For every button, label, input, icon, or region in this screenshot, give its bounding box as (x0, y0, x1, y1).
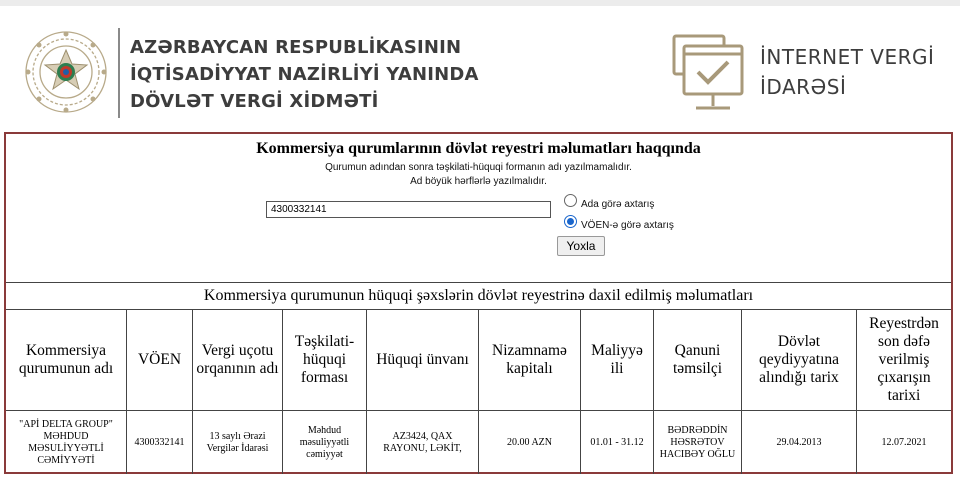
search-by-voen-radio[interactable] (564, 215, 577, 228)
search-by-name-radio[interactable] (564, 194, 577, 207)
search-by-voen-label: VÖEN-ə görə axtarış (581, 220, 674, 231)
computer-check-icon (670, 32, 746, 114)
header-legal-address: Hüquqi ünvanı (367, 310, 479, 410)
org-line-3: DÖVLƏT VERGİ XİDMƏTİ (130, 91, 379, 112)
cell-fiscal-year: 01.01 - 31.12 (581, 411, 654, 474)
cell-company-name: "APİ DELTA GROUP" MƏHDUD MƏSULİYYƏTLİ CƏMİYYƏTİ (6, 411, 127, 474)
cell-registration-date: 29.04.2013 (742, 411, 857, 474)
org-line-1: AZƏRBAYCAN RESPUBLİKASININ (130, 37, 462, 58)
header-fiscal-year: Maliyyə ili (581, 310, 654, 410)
registry-panel (4, 132, 953, 474)
header-tax-office: Vergi uçotu orqanının adı (193, 310, 283, 410)
cell-legal-form: Məhdud məsuliyyətli cəmiyyət (283, 411, 367, 474)
check-button[interactable]: Yoxla (557, 236, 605, 256)
cell-legal-representative: BƏDRƏDDİN HƏSRƏTOV HACIBƏY OĞLU (654, 411, 742, 474)
table-header-row (6, 310, 951, 411)
cell-extract-date: 12.07.2021 (881, 436, 927, 448)
table-row (6, 411, 951, 474)
results-title: Kommersiya qurumunun hüquqi şəxslərin dövlət reyestrinə daxil edilmiş məlumatları (6, 283, 951, 310)
cell-tax-office: 13 saylı Ərazi Vergilər İdarəsi (193, 411, 283, 474)
cell-voen: 4300332141 (127, 411, 193, 474)
portal-line-1: İNTERNET VERGİ (760, 45, 935, 69)
header-registration-date: Dövlət qeydiyyatına alındığı tarix (742, 310, 857, 410)
state-emblem-icon (22, 28, 110, 116)
header-extract-date: Reyestrdən son dəfə verilmiş çıxarışın tarixi (869, 315, 939, 404)
cell-legal-address: AZ3424, QAX RAYONU, LƏKİT, (367, 411, 479, 474)
search-note-1: Qurumun adından sonra təşkilati-hüquqi formanın adı yazılmamalıdır. (325, 162, 632, 173)
portal-name (760, 42, 934, 102)
search-title: Kommersiya qurumlarının dövlət reyestri məlumatları haqqında (256, 140, 701, 157)
portal-line-2: İDARƏSİ (760, 75, 847, 99)
header-divider (118, 28, 120, 118)
search-by-name-label: Ada görə axtarış (581, 199, 655, 210)
header-charter-capital: Nizamnamə kapitalı (479, 310, 581, 410)
organization-name (130, 34, 479, 115)
site-header (0, 6, 960, 130)
search-section (6, 134, 951, 283)
org-line-2: İQTİSADİYYAT NAZİRLİYİ YANINDA (130, 64, 479, 85)
header-legal-representative: Qanuni təmsilçi (654, 310, 742, 410)
header-voen: VÖEN (127, 310, 193, 410)
cell-charter-capital: 20.00 AZN (479, 411, 581, 474)
header-company-name: Kommersiya qurumunun adı (6, 310, 127, 410)
search-input[interactable]: 4300332141 (266, 201, 551, 218)
search-note-2: Ad böyük hərflərlə yazılmalıdır. (410, 176, 547, 187)
header-legal-form: Təşkilati-hüquqi forması (283, 310, 367, 410)
